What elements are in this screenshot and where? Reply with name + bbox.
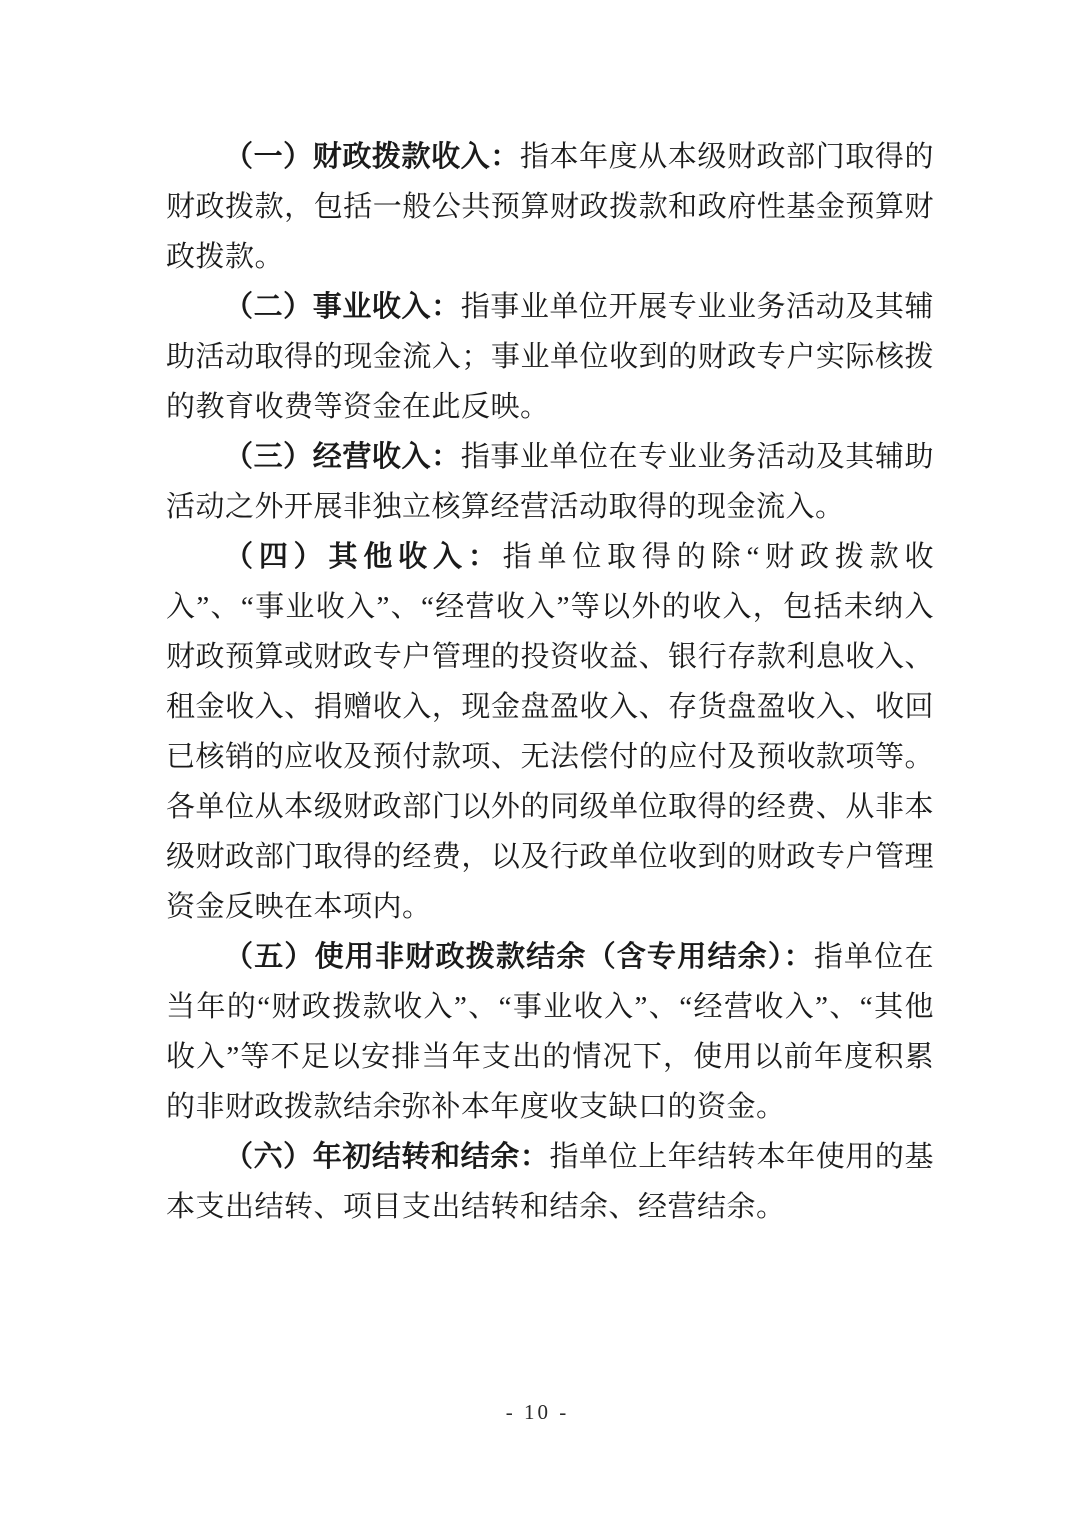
paragraph-3-heading: （三）经营收入：	[224, 441, 461, 473]
paragraph-6-heading: （六）年初结转和结余：	[224, 1141, 550, 1173]
page-number: - 10 -	[505, 1400, 570, 1424]
paragraph-other-income	[166, 532, 934, 932]
paragraph-5-body: 指单位在当年的“财政拨款收入”、“事业收入”、“经营收入”、“其他收入”等不足以安排当年支出的情况下，使用以前年度积累的非财政拨款结余弥补本年度收支缺口的资金。	[166, 941, 934, 1123]
paragraph-2-body: 指事业单位开展专业业务活动及其辅助活动取得的现金流入；事业单位收到的财政专户实际核拨的教育收费等资金在此反映。	[166, 291, 934, 423]
paragraph-4-heading: （四）其他收入：	[224, 541, 503, 573]
paragraph-1-heading: （一）财政拨款收入：	[224, 141, 520, 173]
paragraph-carryover-and-surplus	[166, 1132, 934, 1232]
paragraph-operating-income	[166, 432, 934, 532]
paragraph-institutional-income	[166, 282, 934, 432]
paragraph-fiscal-appropriation-income	[166, 132, 934, 282]
paragraph-non-fiscal-surplus-usage	[166, 932, 934, 1132]
paragraph-3-body: 指事业单位在专业业务活动及其辅助活动之外开展非独立核算经营活动取得的现金流入。	[166, 441, 934, 523]
document-body	[166, 132, 934, 1232]
paragraph-1-body: 指本年度从本级财政部门取得的财政拨款，包括一般公共预算财政拨款和政府性基金预算财政拨款。	[166, 141, 934, 273]
paragraph-6-body: 指单位上年结转本年使用的基本支出结转、项目支出结转和结余、经营结余。	[166, 1141, 934, 1223]
paragraph-5-heading: （五）使用非财政拨款结余（含专用结余）：	[224, 941, 814, 973]
paragraph-4-body: 指单位取得的除“财政拨款收入”、“事业收入”、“经营收入”等以外的收入，包括未纳入财政预算或财政专户管理的投资收益、银行存款利息收入、租金收入、捐赠收入，现金盘盈收入、存货盘盈收入、收回已核销的应收及预付款项、无法偿付的应付及预收款项等。各单位从本级财政部门以外的同级单位取得的经费、从非本级财政部门取得的经费，以及行政单位收到的财政专户管理资金反映在本项内。	[166, 541, 934, 923]
page-footer	[0, 1400, 1075, 1425]
paragraph-2-heading: （二）事业收入：	[224, 291, 461, 323]
